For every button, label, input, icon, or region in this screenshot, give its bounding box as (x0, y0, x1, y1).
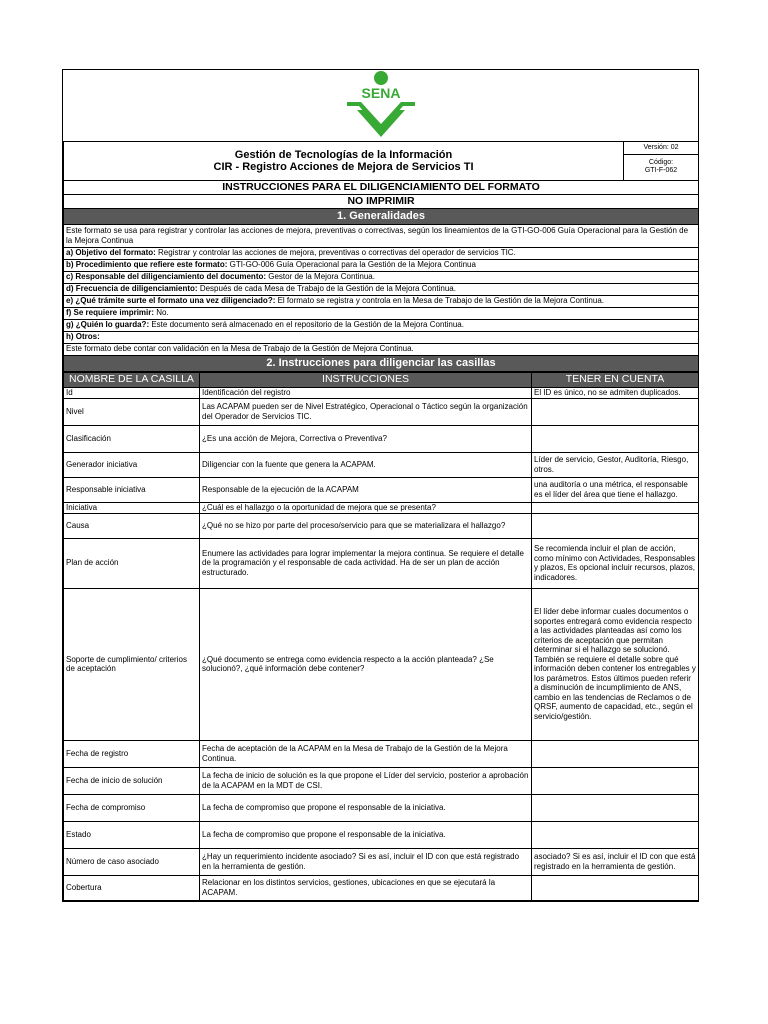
table-row (64, 398, 699, 425)
row-instructions: ¿Hay un requerimiento incidente asociado? Si es así, incluir el ID con que está registrado en la herramienta de gestión. (200, 848, 532, 875)
title-line-1: Gestión de Tecnologías de la Información (234, 148, 453, 161)
section1-item (64, 331, 699, 343)
section1-item-text: Después de cada Mesa de Trabajo de la Gestión de la Mejora Continua. (197, 284, 456, 294)
instructions-table (63, 372, 699, 901)
row-name: Plan de acción (64, 538, 200, 588)
section1-item-text: GTI-GO-006 Guía Operacional para la Gestión de la Mejora Continua (227, 260, 476, 270)
row-note (532, 425, 699, 452)
col-header-instructions: INSTRUCCIONES (200, 372, 532, 387)
sena-logo-icon (341, 70, 421, 138)
section1-item-label: d) Frecuencia de diligenciamiento: (66, 284, 198, 294)
row-instructions: ¿Qué documento se entrega como evidencia respecto a la acción planteada? ¿Se solucionó?, ¿qué información debe contener? (200, 588, 532, 740)
code-label: Código: (648, 159, 674, 167)
row-note (532, 398, 699, 425)
row-instructions: ¿Es una acción de Mejora, Correctiva o Preventiva? (200, 425, 532, 452)
section1-item (64, 271, 699, 283)
section1-item-label: b) Procedimiento que refiere este formato: (66, 260, 228, 270)
section1-item-label: c) Responsable del diligenciamiento del documento: (66, 272, 267, 282)
row-note (532, 502, 699, 513)
row-instructions: Enumere las actividades para lograr implementar la mejora continua. Se requiere el detalle de la programación y el responsable de cada actividad. Ha de ser un plan de acción estructurado. (200, 538, 532, 588)
logo-cell (64, 70, 699, 141)
row-note: El líder debe informar cuales documentos o soportes entregará como evidencia respecto a las actividades planteadas así como los criterios de aceptación que permitan determinar si el hallazgo se solucionó. También se requiere el detalle sobre qué información deben contener los entregables y los parámetros. Estos últimos pueden referir a disminución de incumplimiento de ANS, cambio en las tendencias de Reclamos o de QRSF, aumento de capacidad, etc., según el servicio/gestión. (532, 588, 699, 740)
section1-item-label: f) Se requiere imprimir: (66, 308, 155, 318)
row-note: Líder de servicio, Gestor, Auditoría, Riesgo, otros. (532, 452, 699, 477)
row-name: Nivel (64, 398, 200, 425)
section2-title: 2. Instrucciones para diligenciar las casillas (64, 355, 699, 371)
row-instructions: La fecha de inicio de solución es la que propone el Líder del servicio, posterior a aprobación de la ACAPAM en la MDT de CSI. (200, 767, 532, 794)
row-note (532, 821, 699, 848)
row-note (532, 875, 699, 900)
code-cell (624, 154, 699, 180)
row-note (532, 767, 699, 794)
row-instructions: ¿Qué no se hizo por parte del proceso/servicio para que se materializara el hallazgo? (200, 513, 532, 538)
section1-item-label: h) Otros: (66, 332, 100, 342)
section1-item-text: Este documento será almacenado en el repositorio de la Gestión de la Mejora Continua. (149, 320, 464, 330)
row-name: Soporte de cumplimiento/ criterios de aceptación (64, 588, 200, 740)
row-name: Generador iniciativa (64, 452, 200, 477)
section1-item-text: Gestor de la Mejora Continua. (266, 272, 375, 282)
section1-item-label: e) ¿Qué trámite surte el formato una vez diligenciado?: (66, 296, 276, 306)
instructions-rows (64, 387, 699, 900)
row-name: Iniciativa (64, 502, 200, 513)
row-instructions: Las ACAPAM pueden ser de Nivel Estratégico, Operacional o Táctico según la organización del Operador de Servicios TIC. (200, 398, 532, 425)
row-instructions: ¿Cuál es el hallazgo o la oportunidad de mejora que se presenta? (200, 502, 532, 513)
row-name: Causa (64, 513, 200, 538)
row-instructions: Diligenciar con la fuente que genera la ACAPAM. (200, 452, 532, 477)
row-note (532, 513, 699, 538)
section1-item (64, 283, 699, 295)
row-name: Fecha de registro (64, 740, 200, 767)
section1-items (64, 247, 699, 343)
table-row (64, 821, 699, 848)
row-note: una auditoría o una métrica, el responsable es el líder del área que tiene el hallazgo. (532, 477, 699, 502)
section1-item-label: a) Objetivo del formato: (66, 248, 156, 258)
row-note (532, 740, 699, 767)
table-row (64, 387, 699, 398)
table-row (64, 740, 699, 767)
row-name: Responsable iniciativa (64, 477, 200, 502)
row-note (532, 794, 699, 821)
col-header-notes: TENER EN CUENTA (532, 372, 699, 387)
row-name: Número de caso asociado (64, 848, 200, 875)
logo-text: SENA (361, 85, 401, 101)
row-instructions: La fecha de compromiso que propone el responsable de la iniciativa. (200, 794, 532, 821)
section1-item-label: g) ¿Quién lo guarda?: (66, 320, 150, 330)
section1-item-text: El formato se registra y controla en la Mesa de Trabajo de la Gestión de la Mejora Continua. (275, 296, 604, 306)
row-instructions: Relacionar en los distintos servicios, gestiones, ubicaciones en que se ejecutará la ACAPAM. (200, 875, 532, 900)
table-row (64, 502, 699, 513)
table-row (64, 794, 699, 821)
format-sheet (62, 69, 699, 902)
row-name: Clasificación (64, 425, 200, 452)
row-note: asociado? Si es así, incluir el ID con que está registrado en la herramienta de gestión. (532, 848, 699, 875)
section1-item (64, 247, 699, 259)
row-instructions: Fecha de aceptación de la ACAPAM en la Mesa de Trabajo de la Gestión de la Mejora Continua. (200, 740, 532, 767)
row-name: Fecha de inicio de solución (64, 767, 200, 794)
section1-item (64, 295, 699, 307)
no-print-label: NO IMPRIMIR (64, 194, 699, 208)
table-row (64, 425, 699, 452)
row-note: El ID es único, no se admiten duplicados. (532, 387, 699, 398)
section1-item-text: No. (154, 308, 169, 318)
row-instructions: Identificación del registro (200, 387, 532, 398)
version-cell: Versión: 02 (624, 141, 699, 154)
section1-others-text: Este formato debe contar con validación en la Mesa de Trabajo de la Gestión de Mejora Continua. (64, 343, 699, 355)
section1-intro: Este formato se usa para registrar y controlar las acciones de mejora, preventivas o correctivas, según los lineamientos de la GTI-GO-006 Guía Operacional para la Gestión de la Mejora Continua (64, 224, 699, 247)
header-table (63, 70, 699, 372)
section1-item (64, 319, 699, 331)
table-row (64, 848, 699, 875)
section1-item (64, 259, 699, 271)
table-row (64, 588, 699, 740)
table-row (64, 875, 699, 900)
table-row (64, 477, 699, 502)
table-row (64, 513, 699, 538)
code-value: GTI-F-062 (644, 167, 678, 175)
table-row (64, 767, 699, 794)
row-name: Fecha de compromiso (64, 794, 200, 821)
section1-item-text: Registrar y controlar las acciones de mejora, preventivas o correctivas del operador de servicios TIC. (155, 248, 516, 258)
row-note: Se recomienda incluir el plan de acción, como mínimo con Actividades, Responsables y plazos, Es opcional incluir recursos, plazos, indicadores. (532, 538, 699, 588)
row-instructions: La fecha de compromiso que propone el responsable de la iniciativa. (200, 821, 532, 848)
row-name: Estado (64, 821, 200, 848)
row-instructions: Responsable de la ejecución de la ACAPAM (200, 477, 532, 502)
table-row (64, 538, 699, 588)
table-row (64, 452, 699, 477)
row-name: Id (64, 387, 200, 398)
col-header-name: NOMBRE DE LA CASILLA (64, 372, 200, 387)
document-title (64, 141, 624, 180)
title-line-2: CIR - Registro Acciones de Mejora de Servicios TI (213, 160, 474, 173)
section1-item (64, 307, 699, 319)
instructions-title: INSTRUCCIONES PARA EL DILIGENCIAMIENTO DEL FORMATO (64, 180, 699, 194)
section1-title: 1. Generalidades (64, 208, 699, 224)
row-name: Cobertura (64, 875, 200, 900)
